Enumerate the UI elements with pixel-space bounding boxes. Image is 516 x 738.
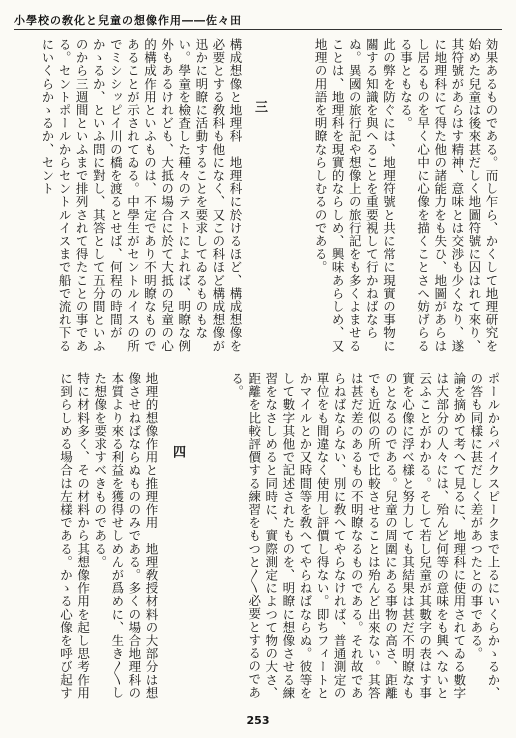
page-number: 253 (246, 714, 270, 727)
section-number: 三 (252, 100, 267, 113)
lower-text-block (190, 372, 502, 702)
running-head: 小學校の敎化と兒童の想像作用――佐々田 (14, 14, 242, 27)
paragraph: 論を摘めて考へて見るに、地理科に使用されてゐる數字は大部分の人々には、殆んど何等の意味をも興へないと云ふことがわかる。そして若し兒童が其數字の表はす事實を心像に浮べ樣と努力しても其結果は甚だ不明瞭なものとなるのである。兒童の周圍にある事物の高さ、距離でも近似の所で比較させることは殆んど出來ない。其答は甚だ差のあるもの不明瞭なるものである。それ故であらねばならない、別に敎へてやらなければ、普通測定の單位をも間違なく使用し評價し得ない。即ちフィートとかマイルとか又時間等を敎へてやらねばならぬ。彼等をして數字其他で記述されたものを、明瞭に想像させる練習をなさしめると同時に、實際測定によつて物の大さ、距離を比較評價する練習をもつと〳〵必要とするのである。 (229, 372, 467, 700)
paragraph: 特に材料多く、その材料から其想像作用を起し思考作用に到らしめる場合は左樣である。かゝる心像を呼び起す (58, 372, 91, 700)
paragraph: 効果あるものである。而し乍ら、かくして地理研究を始めた兒童は後來甚だしく地圖符號に囚はれて來り、其符號があらはす精神、意味とは交渉も少くなり、遂に地理科にて得た他の諸能力をも失ひ、地圖があらはし居るものを早く心中に心像を描くことさへ妨げらるる事ともなる。 (398, 38, 499, 353)
header-rule (14, 29, 502, 30)
paragraph: 此の弊を防ぐには、地理符號と共に常に現實の事物に關する知識を與へることを重要視して行かねばならぬ。異國の旅行記や想像上の旅行記をも多くよませることは、地理科を現實的ならしめ、興味あらしめ、又地理の用語を明瞭ならしむるのである。 (313, 38, 397, 353)
section-number: 四 (170, 445, 185, 458)
lower-text-block (14, 372, 160, 702)
paragraph: 地理的想像作用と推理作用 地理敎授材料の大部分は想像させねばならぬもののみである。多くの場合地理科の本質より來る利益を獲得せしめんが爲めに、生き〳〵した想像を要求すべきものである。 (92, 372, 159, 700)
upper-text-block (14, 38, 244, 356)
upper-text-block (268, 38, 500, 356)
paragraph: 構成想像と地理科 地理科に於けるほど、構成想像を必要とする敎科も他になく、又この科ほど構成想像が迅かに明瞭に活動することを要求してゐるものもない。學童を檢査した種々のテストによれば、明瞭な例外もあるけれども、大抵の場合に於て大抵の兒童の心的構成作用といふものは、不定であり不明瞭なものであることが示されてゐる。中學生がセントルイスの所でミシシッピイ川の橋を渡るとせば、何程の時間がかゝるか、といふ問に對し、其答として五分間といふのから三週間といふまで排列されて得たことの事である。セントポールからセントルイスまで船で流れ下るにいくらかゝるか、セント (39, 38, 243, 353)
paragraph: ポールからパイクスピークまで上るにいくらかゝるか、の答も同樣に甚だしく差があつたとの事である。 (468, 372, 501, 700)
